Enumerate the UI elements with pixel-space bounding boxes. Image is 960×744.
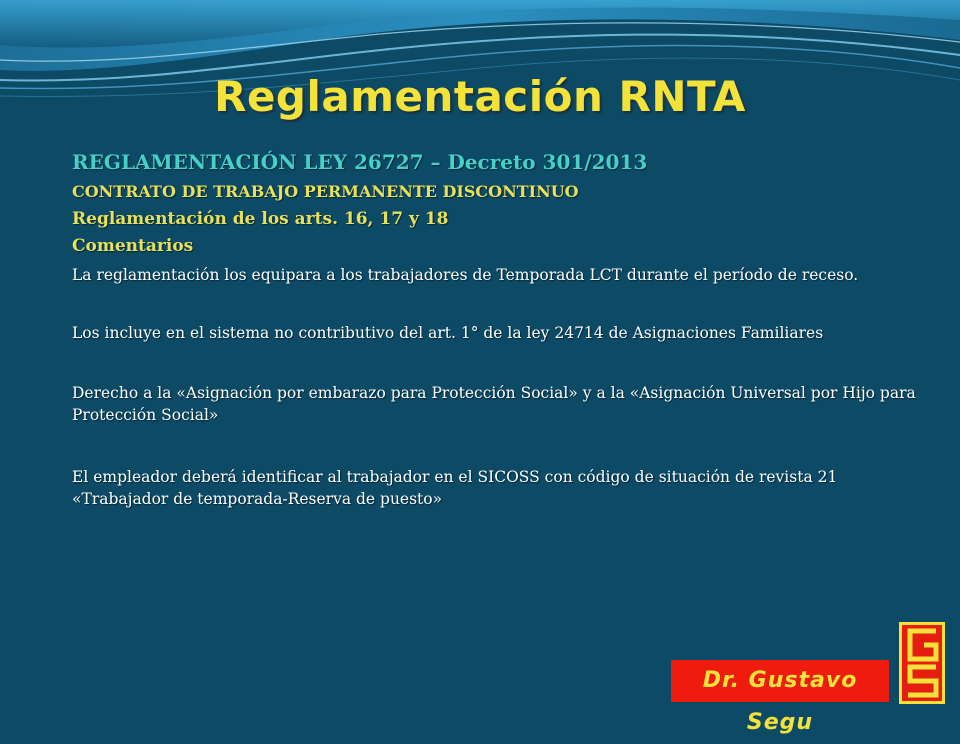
paragraph-sicoss: El empleador deberá identificar al trabajador en el SICOSS con código de situación de revista 21 «Trabajador de temporada-Reserva de puesto» <box>72 468 838 508</box>
paragraph-asignaciones: Los incluye en el sistema no contributivo del art. 1° de la ley 24714 de Asignaciones Familiares <box>72 324 824 342</box>
heading-comments: Comentarios <box>72 236 194 256</box>
gs-logo <box>899 622 945 704</box>
gs-logo-glyphs <box>902 625 942 701</box>
heading-law: REGLAMENTACIÓN LEY 26727 – Decreto 301/2013 <box>72 150 648 174</box>
paragraph-receso: La reglamentación los equipara a los trabajadores de Temporada LCT durante el período de receso. <box>72 266 859 284</box>
heading-contract: CONTRATO DE TRABAJO PERMANENTE DISCONTINUO <box>72 182 579 201</box>
signature-banner: Dr. Gustavo Segu <box>671 660 889 702</box>
slide-content <box>72 150 917 510</box>
heading-articles: Reglamentación de los arts. 16, 17 y 18 <box>72 209 449 229</box>
paragraph-derecho: Derecho a la «Asignación por embarazo para Protección Social» y a la «Asignación Universal por Hijo para Protección Social» <box>72 384 916 424</box>
slide-title: Reglamentación RNTA <box>214 72 746 121</box>
